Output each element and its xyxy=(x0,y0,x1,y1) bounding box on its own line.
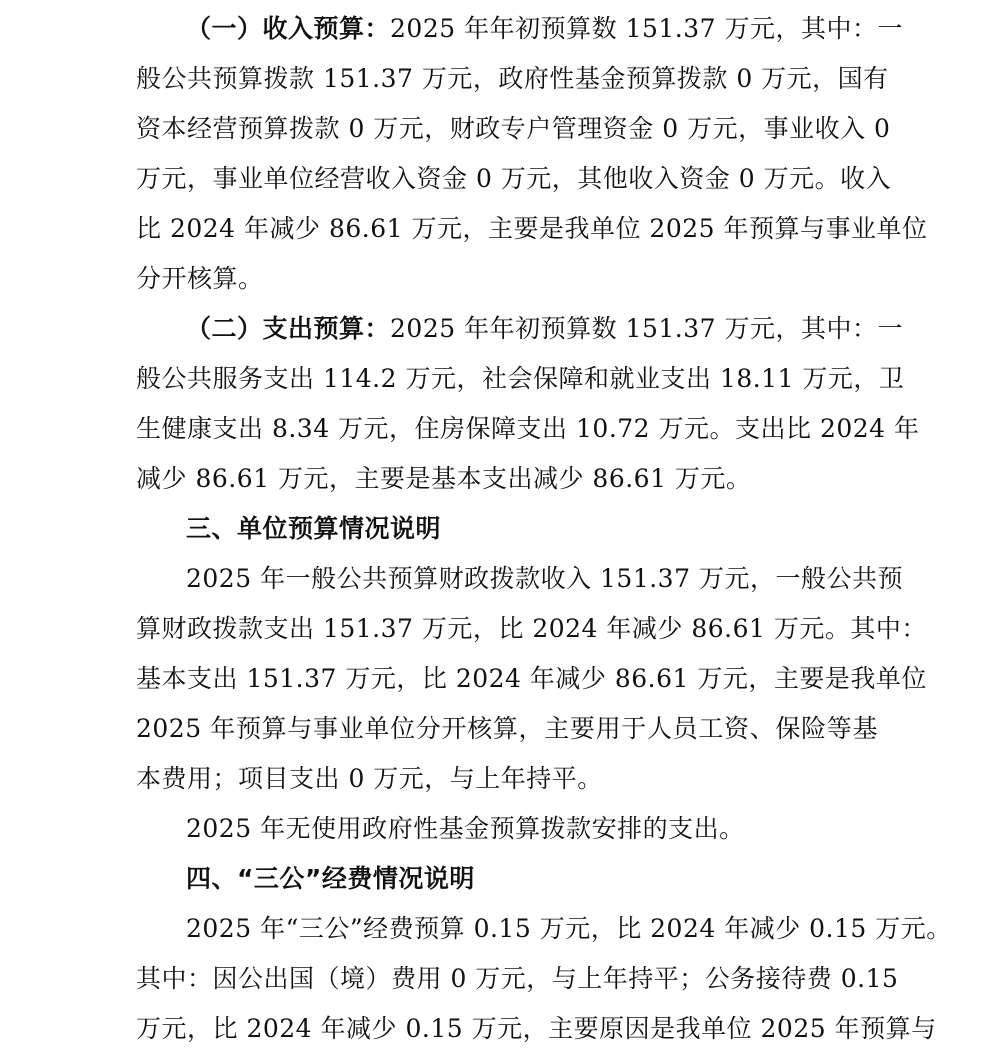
income-paragraph-line-6: 分开核算。 xyxy=(136,264,264,293)
income-paragraph-line-4: 万元，事业单位经营收入资金 0 万元，其他收入资金 0 万元。收入 xyxy=(136,164,892,193)
income-paragraph-line-1 xyxy=(186,4,903,54)
expense-line-1-text: 2025 年年初预算数 151.37 万元，其中：一 xyxy=(390,314,903,343)
income-lead-label: （一）收入预算： xyxy=(186,14,391,43)
income-paragraph-line-2: 般公共预算拨款 151.37 万元，政府性基金预算拨款 0 万元，国有 xyxy=(136,64,889,93)
section-three-line-5: 本费用；项目支出 0 万元，与上年持平。 xyxy=(136,764,603,793)
section-four-line-3: 万元，比 2024 年减少 0.15 万元，主要原因是我单位 2025 年预算与 xyxy=(136,1014,937,1043)
income-line-1-text: 2025 年年初预算数 151.37 万元，其中：一 xyxy=(390,14,903,43)
section-three-line-1: 2025 年一般公共预算财政拨款收入 151.37 万元，一般公共预 xyxy=(186,564,903,593)
expense-paragraph-line-2: 般公共服务支出 114.2 万元，社会保障和就业支出 18.11 万元，卫 xyxy=(136,364,905,393)
section-four-heading: 四、“三公”经费情况说明 xyxy=(186,864,475,893)
expense-paragraph-line-1 xyxy=(186,304,903,354)
expense-paragraph-line-4: 减少 86.61 万元，主要是基本支出减少 86.61 万元。 xyxy=(136,464,752,493)
section-three-line-3: 基本支出 151.37 万元，比 2024 年减少 86.61 万元，主要是我单位 xyxy=(136,664,927,693)
section-four-line-1: 2025 年“三公”经费预算 0.15 万元，比 2024 年减少 0.15 万元。 xyxy=(186,914,952,943)
income-paragraph-line-3: 资本经营预算拨款 0 万元，财政专户管理资金 0 万元，事业收入 0 xyxy=(136,114,891,143)
section-three-heading: 三、单位预算情况说明 xyxy=(186,514,442,543)
section-three-line-6: 2025 年无使用政府性基金预算拨款安排的支出。 xyxy=(186,814,745,843)
expense-paragraph-line-3: 生健康支出 8.34 万元，住房保障支出 10.72 万元。支出比 2024 年 xyxy=(136,414,920,443)
section-three-line-2: 算财政拨款支出 151.37 万元，比 2024 年减少 86.61 万元。其中： xyxy=(136,614,927,643)
section-three-line-4: 2025 年预算与事业单位分开核算，主要用于人员工资、保险等基 xyxy=(136,714,878,743)
section-four-line-2: 其中：因公出国（境）费用 0 万元，与上年持平；公务接待费 0.15 xyxy=(136,964,899,993)
income-paragraph-line-5: 比 2024 年减少 86.61 万元，主要是我单位 2025 年预算与事业单位 xyxy=(136,214,928,243)
expense-lead-label: （二）支出预算： xyxy=(186,314,391,343)
